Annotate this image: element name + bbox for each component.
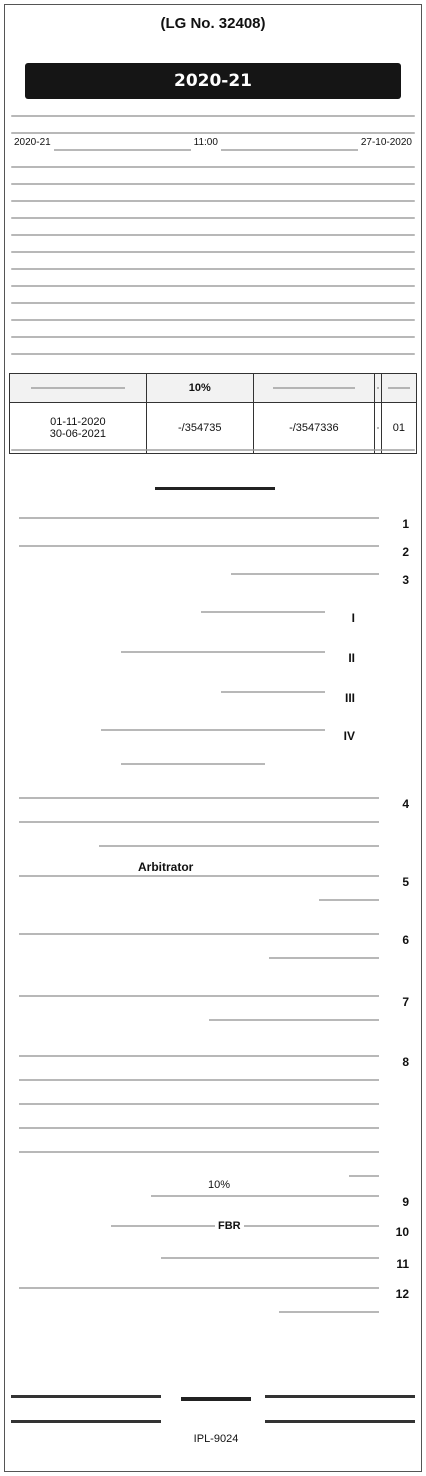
title-year: 2020-21 bbox=[173, 71, 253, 91]
notice-inline-values bbox=[11, 137, 415, 153]
deposit-percent-term: 10% bbox=[205, 1179, 233, 1191]
period-to: 30-06-2021 bbox=[49, 428, 106, 440]
notice-time: 11:00 bbox=[191, 137, 221, 153]
header-reserve-price bbox=[253, 374, 374, 403]
cell-period bbox=[10, 403, 147, 454]
table-footnote bbox=[11, 449, 415, 466]
period-from: 01-11-2020 bbox=[50, 416, 106, 428]
tender-table bbox=[9, 373, 417, 454]
header-contract-name bbox=[374, 374, 381, 403]
tender-table-header bbox=[10, 374, 417, 403]
deposit-percent: 10% bbox=[188, 382, 211, 394]
header-deposit bbox=[146, 374, 253, 403]
header-period bbox=[10, 374, 147, 403]
conditions-heading bbox=[155, 479, 275, 497]
ipl-reference: IPL-9024 bbox=[193, 1433, 239, 1445]
notice-header bbox=[5, 11, 421, 35]
notice-page: (LG No. 32408) 2020-21 2020-21 11:00 27-10-2020 10% 01 3547336/- 354735/- 01-11-2020 30-06-2021 1 2 3 I II III IV 4 5 6 7 8 9 10 11 12 Arbitrator 10% FBR IPL-9024 bbox=[4, 4, 422, 1472]
signature-chief-officer bbox=[265, 1385, 415, 1445]
lg-number: (LG No. 32408) bbox=[160, 14, 266, 32]
title-band bbox=[25, 63, 401, 99]
header-serial bbox=[381, 374, 416, 403]
cell-contract-name bbox=[374, 403, 381, 454]
signature-administrator bbox=[11, 1385, 161, 1445]
notice-body-text bbox=[11, 115, 415, 370]
cell-serial: 01 bbox=[381, 403, 416, 454]
notice-date: 27-10-2020 bbox=[358, 137, 415, 153]
advertiser-block bbox=[181, 1387, 251, 1457]
arbitrator-term: Arbitrator bbox=[135, 860, 196, 874]
cell-deposit: 354735/- bbox=[146, 403, 253, 454]
fbr-term: FBR bbox=[215, 1220, 244, 1232]
notice-year: 2020-21 bbox=[11, 137, 54, 153]
cell-reserve-price: 3547336/- bbox=[253, 403, 374, 454]
table-row bbox=[10, 403, 417, 454]
